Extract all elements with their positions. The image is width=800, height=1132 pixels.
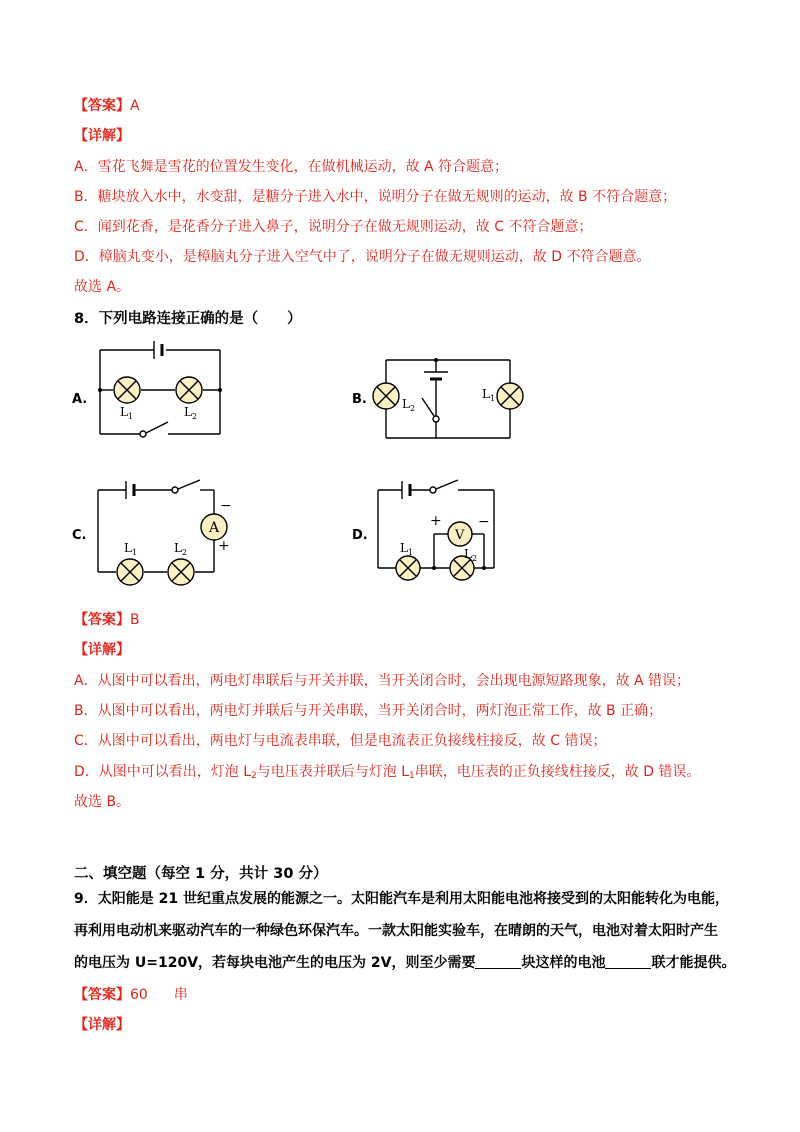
lamp-l1-label: $L_1$ [400, 541, 414, 557]
circuit-diagram-b [372, 350, 520, 450]
answer-value: A [130, 98, 140, 114]
q7-answer-line [74, 96, 140, 116]
q9-answer-line [74, 985, 188, 1005]
option-c-label: C. [72, 528, 87, 543]
answer-value-2: 串 [173, 987, 188, 1003]
option-d-label: D. [352, 528, 368, 543]
answer-blank-1[interactable] [475, 954, 521, 969]
answer-tag: 【答案】 [74, 612, 130, 628]
lamp-l1-label: $L_1$ [120, 405, 134, 421]
lamp-l2-label: $L_2$ [174, 541, 188, 557]
lamp-l1-label: $L_1$ [124, 541, 138, 557]
lamp-l2-label: $L_2$ [184, 405, 198, 421]
q9-stem-line1: 9．太阳能是 21 世纪重点发展的能源之一。太阳能汽车是利用太阳能电池将接受到的太阳能转化为电能， [74, 891, 729, 907]
lamp-l1-label: $L_1$ [482, 387, 496, 403]
detail-tag: 【详解】 [74, 128, 130, 144]
q8-stem: 8．下列电路连接正确的是（ ） [74, 311, 302, 327]
circuit-diagram-d [374, 480, 504, 585]
ammeter-plus: + [218, 538, 230, 554]
q9-stem-line2: 再利用电动机来驱动汽车的一种绿色环保汽车。一款太阳能实验车，在晴朗的天气，电池对着太阳时产生 [74, 923, 718, 939]
q8-answer-line [74, 610, 140, 630]
q8-exp-c: C．从图中可以看出，两电灯与电流表串联，但是电流表正负接线柱接反，故 C 错误； [74, 733, 607, 749]
detail-tag: 【详解】 [74, 1017, 130, 1033]
ammeter-minus: − [220, 498, 232, 514]
answer-tag: 【答案】 [74, 987, 130, 1003]
answer-value: B [130, 612, 140, 628]
q8-conclusion: 故选 B。 [74, 794, 131, 810]
q7-conclusion: 故选 A。 [74, 279, 131, 295]
q8-exp-b: B．从图中可以看出，两电灯并联后与开关串联，当开关闭合时，两灯泡正常工作，故 B 正确； [74, 703, 663, 719]
answer-tag: 【答案】 [74, 98, 130, 114]
option-b-label: B. [352, 392, 367, 407]
q7-exp-a: A．雪花飞舞是雪花的位置发生变化，在做机械运动，故 A 符合题意； [74, 159, 509, 175]
voltmeter-minus: − [478, 514, 490, 530]
detail-tag: 【详解】 [74, 642, 130, 658]
q7-exp-b: B．糖块放入水中，水变甜，是糖分子进入水中，说明分子在做无规则的运动，故 B 不符合题意； [74, 189, 677, 205]
lamp-l2-label: $L_2$ [402, 397, 416, 413]
circuit-diagram-a [96, 340, 226, 440]
section-heading: 二、填空题（每空 1 分，共计 30 分） [74, 866, 328, 882]
option-a-label: A. [72, 392, 88, 407]
q8-exp-a: A．从图中可以看出，两电灯串联后与开关并联，当开关闭合时，会出现电源短路现象，故 A 错误； [74, 673, 691, 689]
answer-value-1: 60 [130, 987, 148, 1003]
q8-exp-d: D．从图中可以看出，灯泡 $L_2$与电压表并联后与灯泡 $L_1$串联，电压表的正负接线柱接反，故 D 错误。 [74, 764, 701, 781]
voltmeter-plus: + [430, 513, 442, 529]
q9-stem-line3: 的电压为 U=120V，若每块电池产生的电压为 2V，则至少需要 块这样的电池 联才能提供。 [74, 955, 736, 971]
q7-exp-d: D．樟脑丸变小，是樟脑丸分子进入空气中了，说明分子在做无规则运动，故 D 不符合题意。 [74, 249, 651, 265]
q7-exp-c: C．闻到花香，是花香分子进入鼻子，说明分子在做无规则运动，故 C 不符合题意； [74, 219, 593, 235]
ammeter-symbol: A [209, 520, 220, 536]
voltmeter-symbol: V [455, 528, 465, 543]
lamp-l2-label: $L_2$ [464, 547, 478, 563]
circuit-diagram-c [94, 480, 244, 585]
answer-blank-2[interactable] [605, 954, 651, 969]
